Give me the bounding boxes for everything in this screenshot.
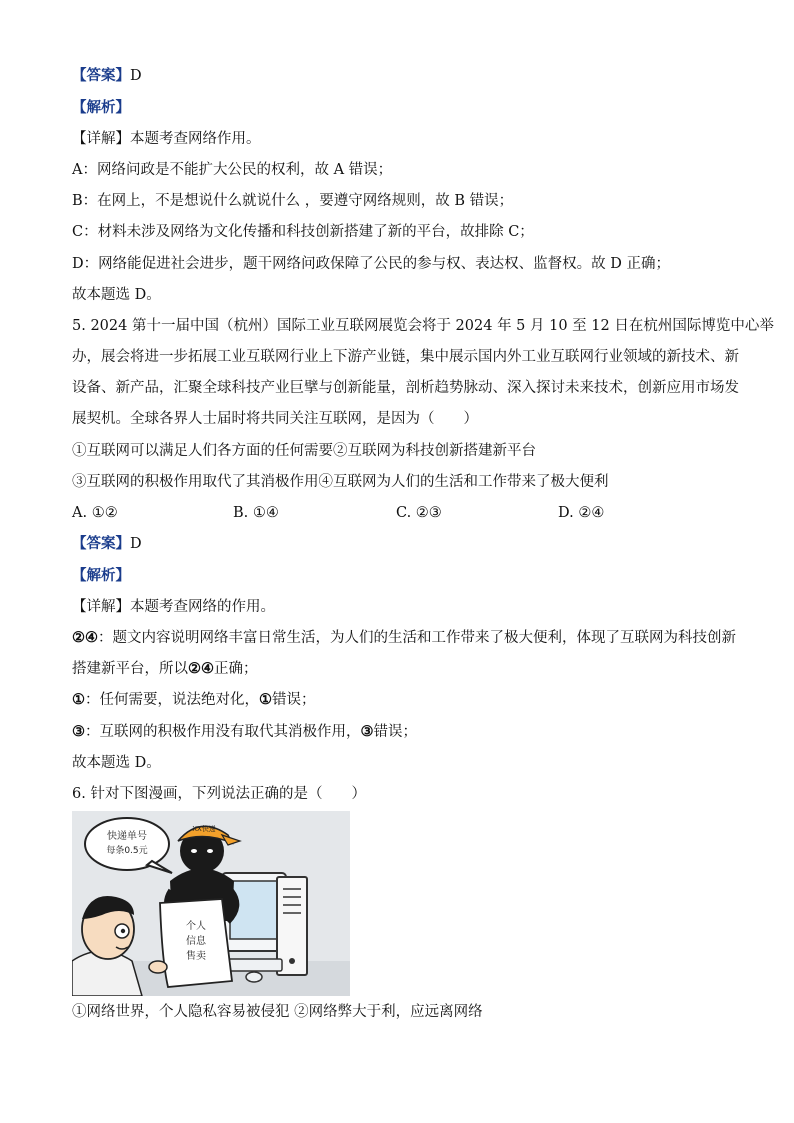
q5-option-a[interactable]: A. ①② (72, 505, 118, 521)
q5-statement-1: ①互联网可以满足人们各方面的任何需要②互联网为科技创新搭建新平台 (72, 443, 536, 459)
q5-explanation-1-cont (72, 659, 258, 679)
q5-option-d[interactable]: D. ②④ (558, 505, 605, 521)
cap-text: XX快递 (192, 825, 216, 833)
q5-statement-2: ③互联网的积极作用取代了其消极作用④互联网为人们的生活和工作带来了极大便利 (72, 474, 609, 490)
text: ：题文内容说明网络丰富日常生活，为人们的生活和工作带来了极大便利，体现了互联网为科技创新 (98, 630, 736, 646)
marker: ②④ (188, 660, 214, 677)
detail-tag: 【详解】 (72, 599, 130, 615)
q5-stem-line-1: 5. 2024 第十一届中国（杭州）国际工业互联网展览会将于 2024 年 5 月 10 至 12 日在杭州国际博览中心举 (72, 318, 774, 334)
q5-option-b[interactable]: B. ①④ (233, 505, 279, 521)
paper-text-1: 个人 (186, 921, 206, 932)
cartoon-illustration (72, 811, 350, 996)
q5-analysis-tag (72, 566, 130, 586)
q5-detail-line (72, 597, 275, 617)
q6-statement: ①网络世界，个人隐私容易被侵犯 ②网络弊大于利，应远离网络 (72, 1004, 483, 1020)
q5-stem-line-2: 办，展会将进一步拓展工业互联网行业上下游产业链，集中展示国内外工业互联网行业领域的新技术、新 (72, 349, 739, 365)
marker: ① (72, 691, 85, 708)
answer-tag: 【答案】 (72, 67, 130, 84)
q5-answer-line (72, 534, 142, 554)
mouse (246, 972, 262, 982)
cartoon-image (72, 811, 350, 996)
paper-text-3: 售卖 (186, 951, 206, 962)
answer-value: D (130, 68, 142, 84)
q4-answer-line (72, 66, 142, 86)
q4-final: 故本题选 D。 (72, 287, 161, 303)
q4-explanation-b: B：在网上，不是想说什么就说什么 ，要遵守网络规则，故 B 错误； (72, 193, 514, 209)
detail-tag: 【详解】 (72, 131, 130, 147)
q4-explanation-a: A：网络问政是不能扩大公民的权利，故 A 错误； (72, 162, 393, 178)
q4-explanation-c: C：材料未涉及网络为文化传播和科技创新搭建了新的平台，故排除 C； (72, 224, 534, 240)
detail-text: 本题考查网络作用。 (130, 131, 261, 147)
answer-tag: 【答案】 (72, 535, 130, 552)
q5-option-c[interactable]: C. ②③ (396, 505, 442, 521)
q5-final: 故本题选 D。 (72, 755, 161, 771)
text: 搭建新平台，所以 (72, 661, 188, 677)
q5-explanation-3 (72, 722, 417, 742)
text: 正确； (214, 661, 258, 677)
bubble-text-2: 每条0.5元 (106, 846, 148, 856)
text: 错误； (272, 692, 316, 708)
q5-explanation-1 (72, 628, 736, 648)
q4-analysis-tag (72, 98, 130, 118)
marker: ②④ (72, 629, 98, 646)
marker: ③ (360, 723, 374, 740)
marker: ① (259, 691, 272, 708)
answer-value: D (130, 536, 142, 552)
text: 错误； (373, 724, 417, 740)
information-paper (160, 899, 232, 987)
q4-detail-line (72, 129, 261, 149)
q5-stem-line-4: 展契机。全球各界人士届时将共同关注互联网，是因为（ ） (72, 411, 478, 427)
q5-stem-line-3: 设备、新产品，汇聚全球科技产业巨擘与创新能量，剖析趋势脉动、深入探讨未来技术，创新应用市场发 (72, 380, 739, 396)
marker: ③ (72, 723, 85, 740)
detail-text: 本题考查网络的作用。 (130, 599, 275, 615)
bubble-text-1: 快递单号 (107, 831, 147, 842)
text: ：互联网的积极作用没有取代其消极作用， (85, 724, 361, 740)
analysis-tag: 【解析】 (72, 99, 130, 116)
analysis-tag: 【解析】 (72, 567, 130, 584)
q4-explanation-d: D：网络能促进社会进步，题干网络问政保障了公民的参与权、表达权、监督权。故 D 正确； (72, 256, 670, 272)
paper-text-2: 信息 (186, 936, 206, 947)
q5-explanation-2 (72, 690, 316, 710)
q6-stem: 6. 针对下图漫画，下列说法正确的是（ ） (72, 786, 366, 802)
text: ：任何需要，说法绝对化， (85, 692, 259, 708)
